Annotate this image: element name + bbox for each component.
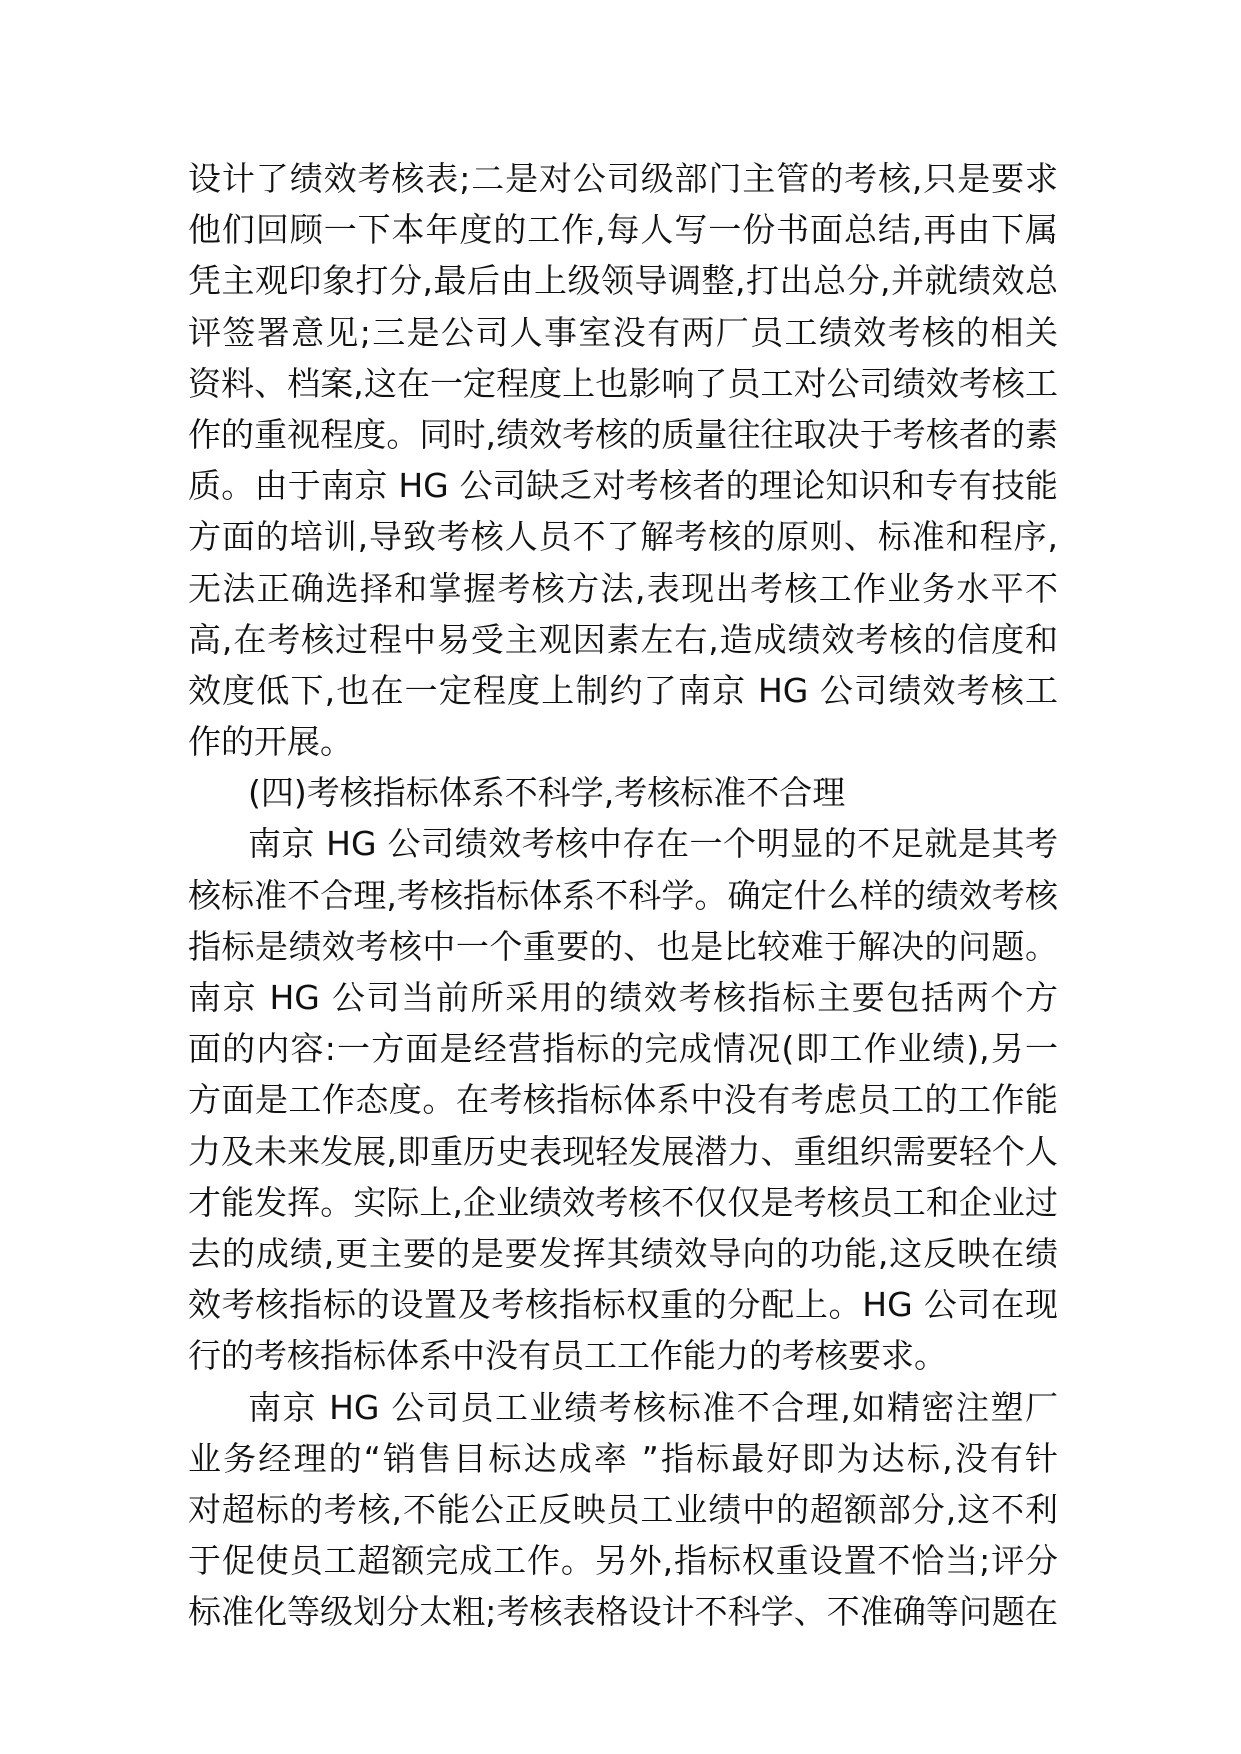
- text-line: 效度低下,也在一定程度上制约了南京 HG 公司绩效考核工: [188, 670, 1058, 710]
- text-line: 面的内容:一方面是经营指标的完成情况(即工作业绩),另一: [188, 1029, 1058, 1069]
- text-line: 核标准不合理,考核指标体系不科学。确定什么样的绩效考核: [188, 875, 1058, 915]
- text-line: 方面是工作态度。在考核指标体系中没有考虑员工的工作能: [188, 1080, 1058, 1120]
- text-line: 评签署意见;三是公司人事室没有两厂员工绩效考核的相关: [188, 312, 1058, 352]
- body-text: [188, 153, 1058, 1637]
- text-line: 作的重视程度。同时,绩效考核的质量往往取决于考核者的素: [188, 414, 1058, 454]
- text-line: 标准化等级划分太粗;考核表格设计不科学、不准确等问题在: [188, 1592, 1058, 1632]
- text-line: 南京 HG 公司员工业绩考核标准不合理,如精密注塑厂: [248, 1387, 1058, 1427]
- text-line: 方面的培训,导致考核人员不了解考核的原则、标准和程序,: [188, 517, 1058, 557]
- text-line: 作的开展。: [188, 722, 353, 762]
- text-line: 凭主观印象打分,最后由上级领导调整,打出总分,并就绩效总: [188, 261, 1058, 301]
- text-line: 业务经理的“销售目标达成率 ”指标最好即为达标,没有针: [188, 1438, 1058, 1478]
- text-line: 无法正确选择和掌握考核方法,表现出考核工作业务水平不: [188, 568, 1058, 608]
- text-line: 对超标的考核,不能公正反映员工业绩中的超额部分,这不利: [188, 1489, 1058, 1529]
- text-line: 质。由于南京 HG 公司缺乏对考核者的理论知识和专有技能: [188, 466, 1058, 506]
- text-line: 行的考核指标体系中没有员工工作能力的考核要求。: [188, 1336, 947, 1376]
- text-line: 于促使员工超额完成工作。另外,指标权重设置不恰当;评分: [188, 1541, 1058, 1581]
- text-line: 设计了绩效考核表;二是对公司级部门主管的考核,只是要求: [188, 159, 1058, 198]
- section-heading: (四)考核指标体系不科学,考核标准不合理: [248, 773, 846, 813]
- text-line: 南京 HG 公司当前所采用的绩效考核指标主要包括两个方: [188, 978, 1058, 1017]
- text-line: 资料、档案,这在一定程度上也影响了员工对公司绩效考核工: [188, 363, 1058, 403]
- text-line: 去的成绩,更主要的是要发挥其绩效导向的功能,这反映在绩: [188, 1233, 1058, 1273]
- text-line: 效考核指标的设置及考核指标权重的分配上。HG 公司在现: [188, 1285, 1058, 1325]
- text-line: 指标是绩效考核中一个重要的、也是比较难于解决的问题。: [188, 926, 1058, 966]
- text-line: 高,在考核过程中易受主观因素左右,造成绩效考核的信度和: [188, 619, 1058, 659]
- text-line: 南京 HG 公司绩效考核中存在一个明显的不足就是其考: [248, 824, 1058, 864]
- text-line: 才能发挥。实际上,企业绩效考核不仅仅是考核员工和企业过: [188, 1182, 1058, 1222]
- text-line: 他们回顾一下本年度的工作,每人写一份书面总结,再由下属: [188, 210, 1058, 250]
- text-line: 力及未来发展,即重历史表现轻发展潜力、重组织需要轻个人: [188, 1131, 1058, 1171]
